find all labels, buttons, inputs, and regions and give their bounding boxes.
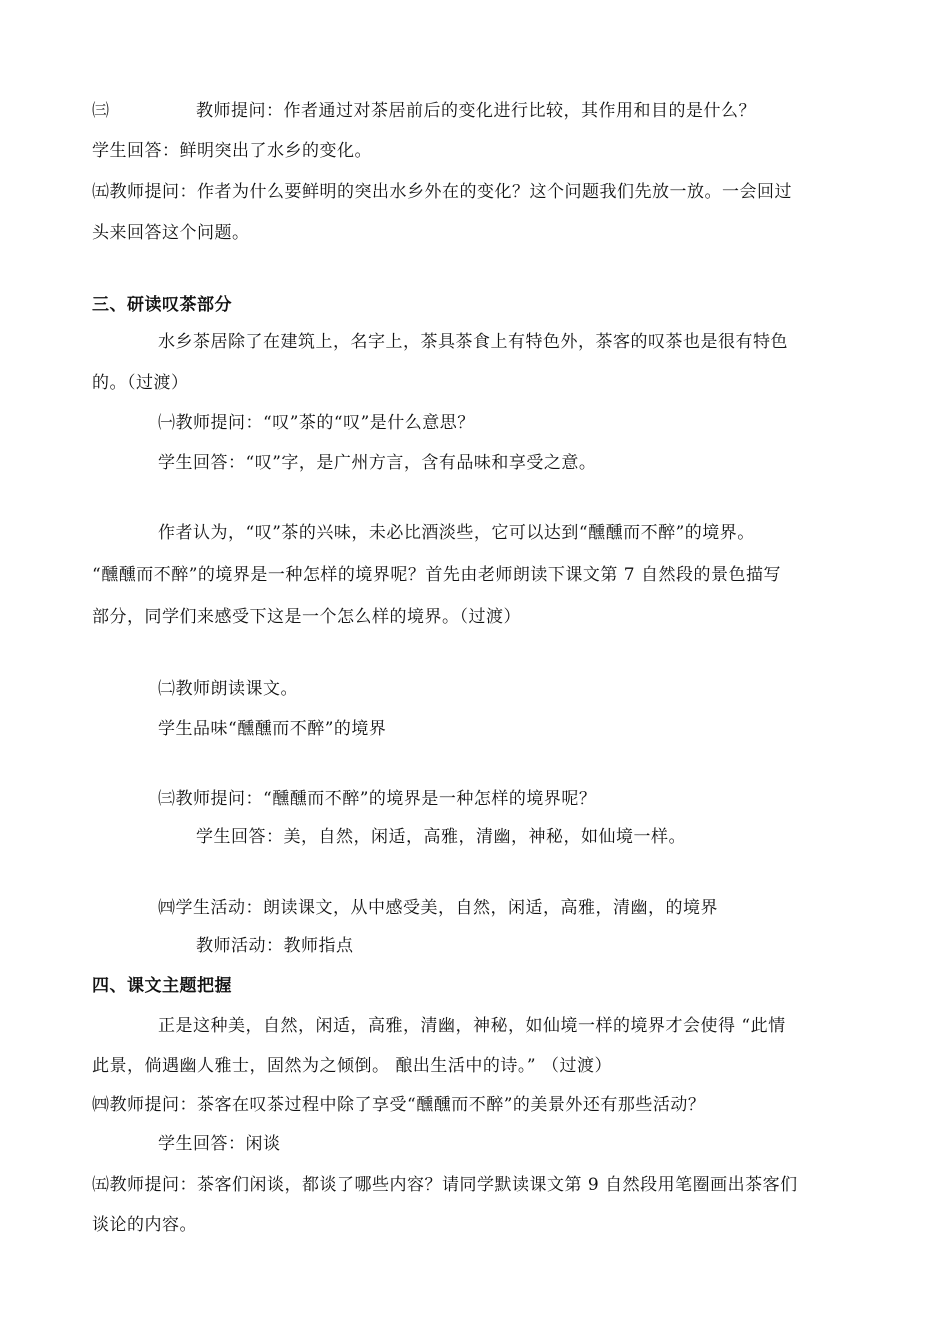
transition-paragraph: 水乡茶居除了在建筑上，名字上，茶具茶食上有特色外，茶客的叹茶也是很有特色 [158,332,788,352]
body-paragraph: 作者认为，“叹”茶的兴味，未必比酒淡些，它可以达到“醺醺而不醉”的境界。 [158,523,755,543]
body-paragraph-continued: “醺醺而不醉”的境界是一种怎样的境界呢？首先由老师朗读下课文第 7 自然段的景色描写 [92,565,782,585]
transition-paragraph: 正是这种美，自然，闲适，高雅，清幽，神秘，如仙境一样的境界才会使得 “此情 [158,1016,786,1036]
teacher-question: 教师提问：作者通过对茶居前后的变化进行比较，其作用和目的是什么？ [196,101,756,121]
student-answer: 学生回答：闲谈 [158,1134,281,1154]
student-activity: 学生品味“醺醺而不醉”的境界 [158,719,387,739]
teacher-question: ㈤教师提问：作者为什么要鲜明的突出水乡外在的变化？这个问题我们先放一放。一会回过 [92,182,792,202]
teacher-activity: 教师活动：教师指点 [196,936,354,956]
paragraph-marker: ㈢ [92,101,110,121]
teacher-question-continued: 头来回答这个问题。 [92,223,250,243]
teacher-question: ㈢教师提问：“醺醺而不醉”的境界是一种怎样的境界呢？ [158,789,597,809]
section-heading: 四、课文主题把握 [92,976,232,996]
section-heading: 三、研读叹茶部分 [92,295,232,315]
teacher-question: ㈠教师提问：“叹”茶的“叹”是什么意思？ [158,413,475,433]
transition-paragraph-continued: 的。（过渡） [92,373,189,393]
student-activity: ㈣学生活动：朗读课文，从中感受美，自然，闲适，高雅，清幽，的境界 [158,898,718,918]
body-paragraph-continued: 部分，同学们来感受下这是一个怎么样的境界。（过渡） [92,607,521,627]
student-answer: 学生回答：鲜明突出了水乡的变化。 [92,141,372,161]
transition-paragraph-continued: 此景，倘遇幽人雅士，固然为之倾倒。 酿出生活中的诗。” （过渡） [92,1056,612,1076]
teacher-question: ㈤教师提问：茶客们闲谈，都谈了哪些内容？请同学默读课文第 9 自然段用笔圈画出茶客们 [92,1175,798,1195]
teacher-activity: ㈡教师朗读课文。 [158,679,298,699]
student-answer: 学生回答：“叹”字，是广州方言，含有品味和享受之意。 [158,453,597,473]
student-answer: 学生回答：美，自然，闲适，高雅，清幽，神秘，如仙境一样。 [196,827,686,847]
teacher-question: ㈣教师提问：茶客在叹茶过程中除了享受“醺醺而不醉”的美景外还有那些活动？ [92,1095,706,1115]
teacher-question-continued: 谈论的内容。 [92,1215,197,1235]
